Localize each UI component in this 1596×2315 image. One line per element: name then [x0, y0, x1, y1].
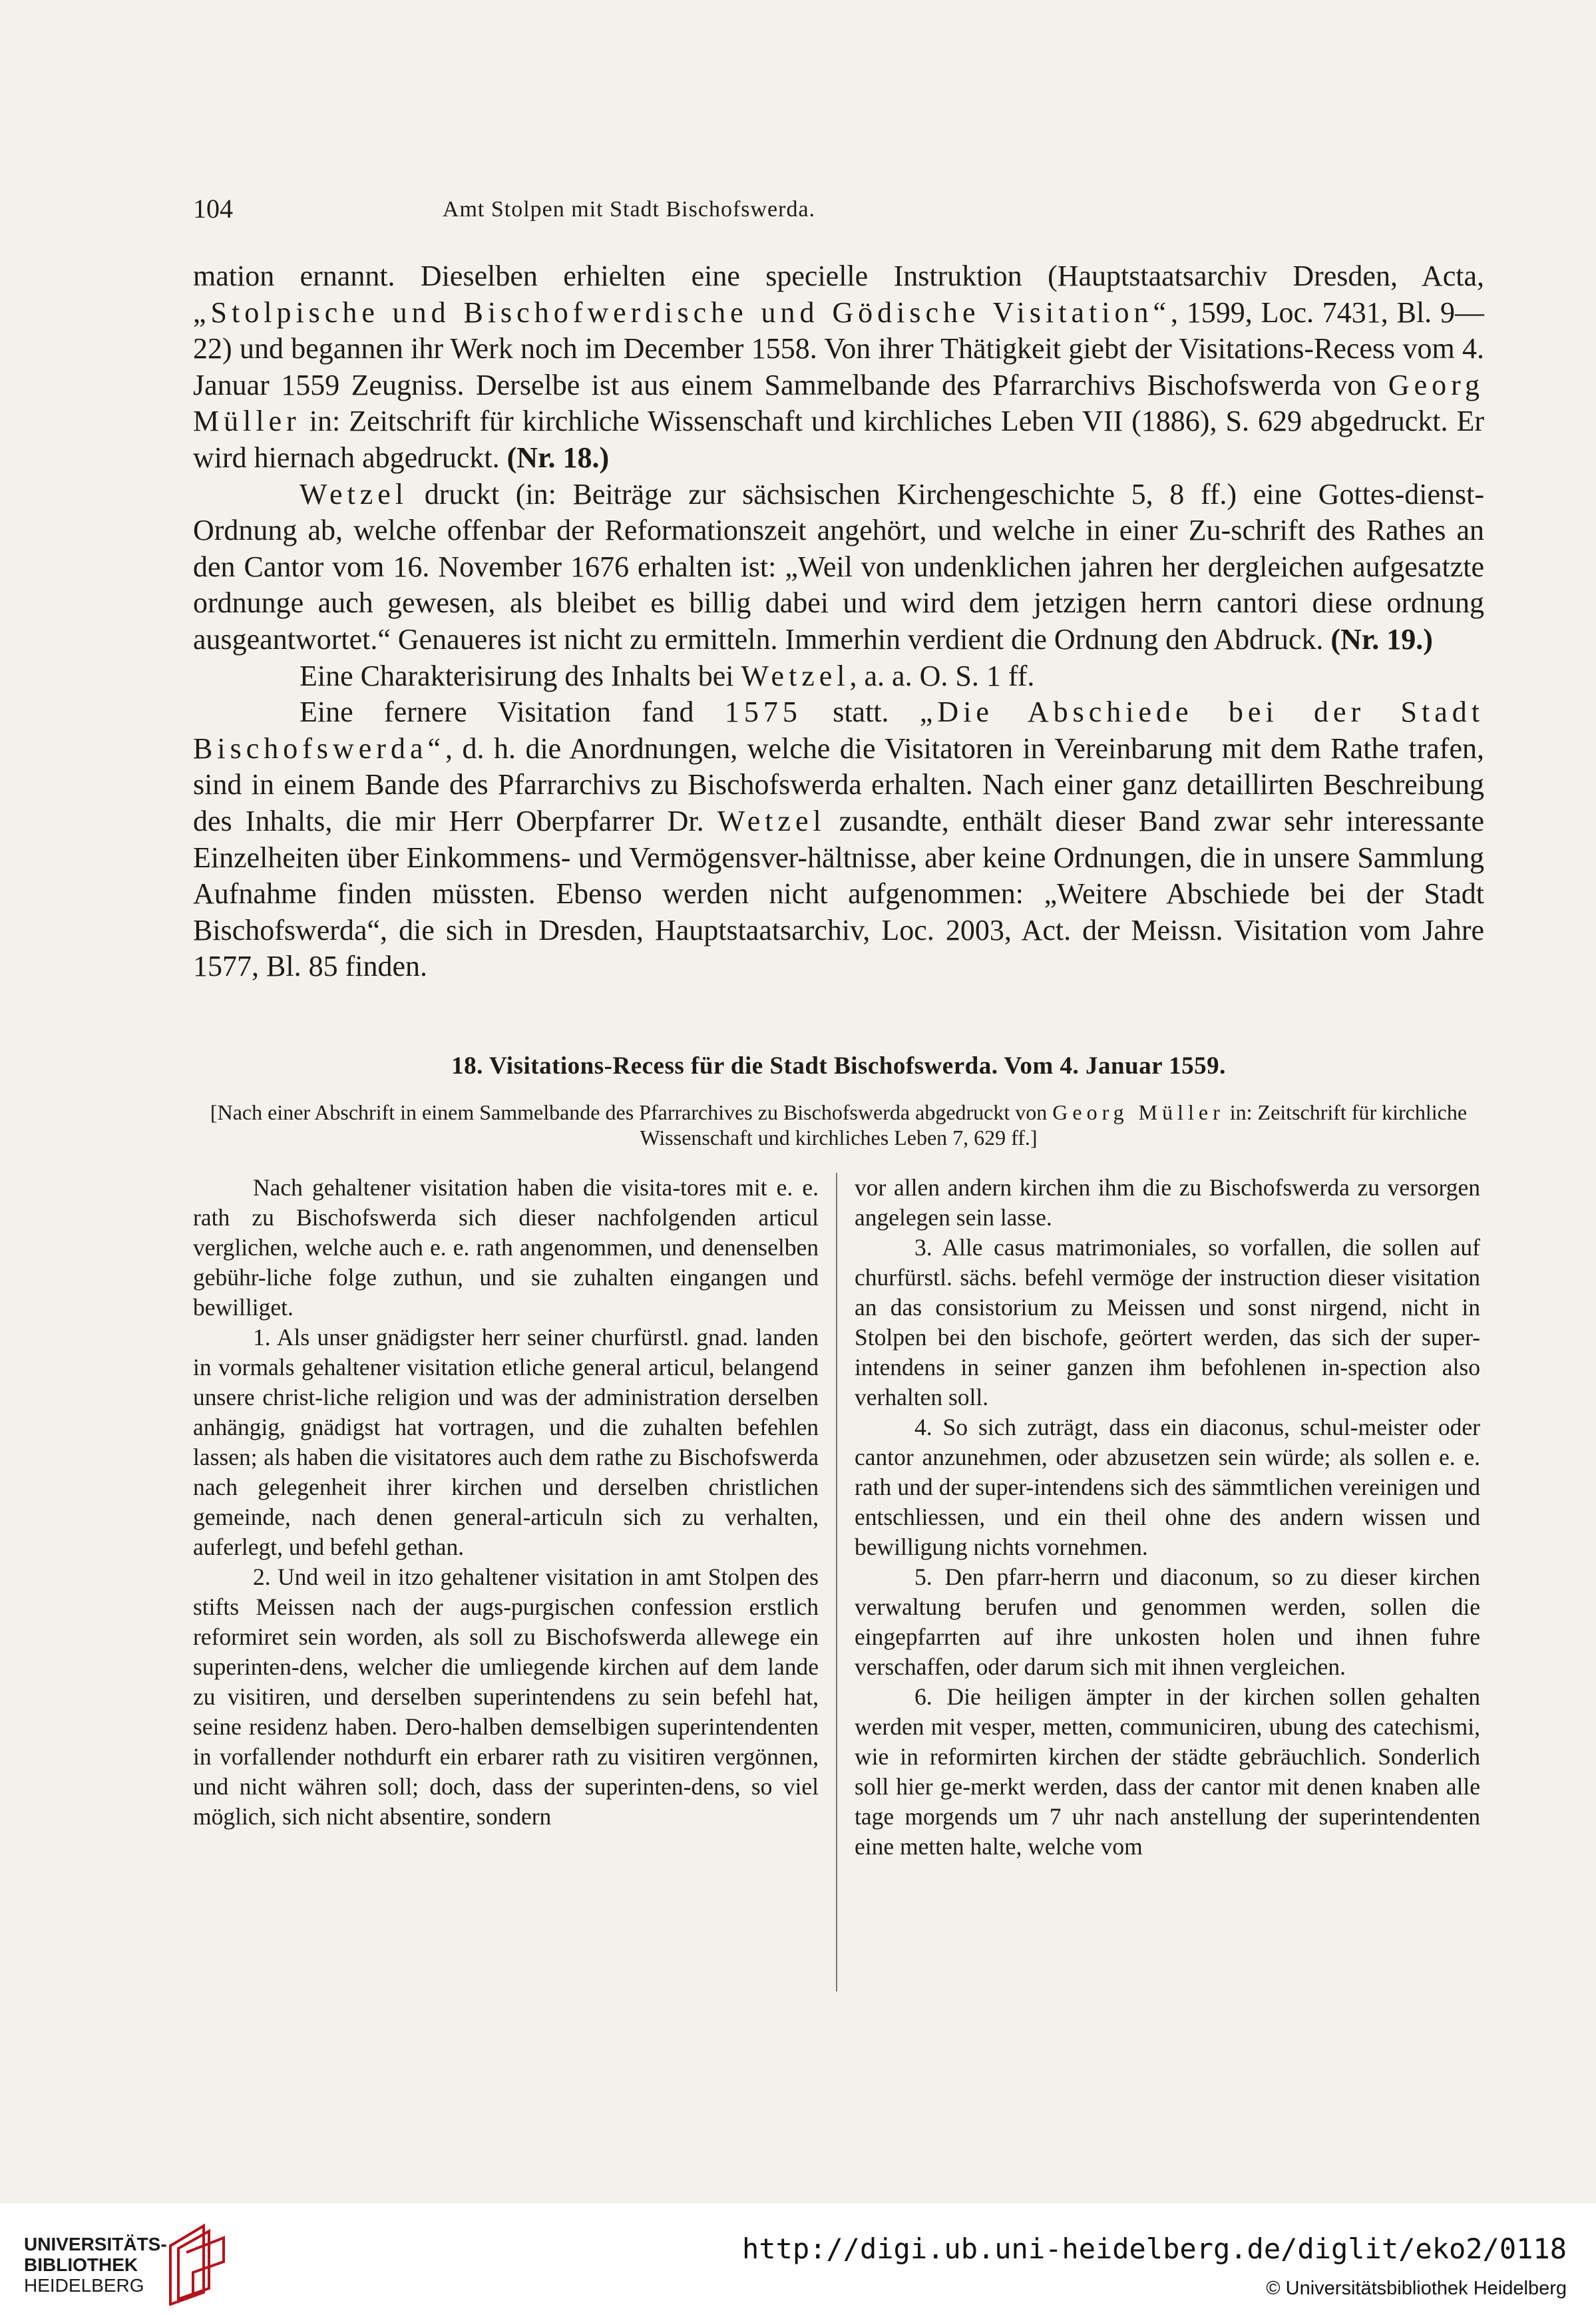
- running-title: Amt Stolpen mit Stadt Bischofswerda.: [442, 197, 816, 222]
- library-logo-icon[interactable]: [157, 2219, 237, 2306]
- permalink-url[interactable]: http://digi.ub.uni-heidelberg.de/diglit/eko2/0118: [741, 2232, 1567, 2265]
- column-divider: [836, 1173, 837, 1992]
- column-paragraph: 5. Den pfarr-herrn und diaconum, so zu dieser kirchen verwaltung berufen und genommen werden, sollen die eingepfarrten auf ihre unkosten holen und ihnen fuhre verschaffen, oder darum sich mit ihnen vergleichen.: [855, 1564, 1480, 1680]
- reference-nr-18: (Nr. 18.): [506, 441, 610, 474]
- text-column-right: [855, 1173, 1480, 1862]
- column-paragraph: Nach gehaltener visitation haben die visita-tores mit e. e. rath zu Bischofswerda sich dieser nachfolgenden articul verglichen, welche auch e. e. rath angenommen, und denenselben gebühr-liche folge zuthun, und sie zuhalten eingangen und bewilliget.: [193, 1174, 819, 1321]
- intro-text: [193, 258, 1484, 985]
- column-paragraph: 4. So sich zuträgt, dass ein diaconus, schul-meister oder cantor anzunehmen, oder abzusetzen sein würde; als sollen e. e. rath und der super-intendens sich des sämmtlichen vereinigen und entschliessen, und ein theil ohne des andern wissen und bewilligung nichts vornehmen.: [855, 1414, 1480, 1560]
- copyright-notice: © Universitätsbibliothek Heidelberg: [1266, 2278, 1567, 2299]
- intro-paragraph-1: mation ernannt. Dieselben erhielten eine specielle Instruktion (Hauptstaatsarchiv Dresden, Acta, „Stolpische und Bischofwerdische und Gödische Visitation“, 1599, Loc. 7431, Bl. 9—22) und begannen ihr Werk noch im December 1558. Von ihrer Thätigkeit giebt der Visitations-Recess vom 4. Januar 1559 Zeugniss. Derselbe ist aus einem Sammelbande des Pfarrarchivs Bischofswerda von Georg Müller in: Zeitschrift für kirchliche Wissenschaft und kirchliches Leben VII (1886), S. 629 abgedruckt. Er wird hiernach abgedruckt. (Nr. 18.): [193, 260, 1484, 474]
- library-footer: [0, 2203, 1596, 2315]
- text-column-left: [193, 1173, 819, 1832]
- intro-paragraph-4: Eine fernere Visitation fand 1575 statt. „Die Abschiede bei der Stadt Bischofswerda“, d. h. die Anordnungen, welche die Visitatoren in Vereinbarung mit dem Rathe trafen, sind in einem Bande des Pfarrarchivs zu Bischofswerda erhalten. Nach einer ganz detaillirten Beschreibung des Inhalts, die mir Herr Oberpfarrer Dr. Wetzel zusandte, enthält dieser Band zwar sehr interessante Einzelheiten über Einkommens- und Vermögensver-hältnisse, aber keine Ordnungen, die in unsere Sammlung Aufnahme finden müssten. Ebenso werden nicht aufgenommen: „Weitere Abschiede bei der Stadt Bischofswerda“, die sich in Dresden, Hauptstaatsarchiv, Loc. 2003, Act. der Meissn. Visitation vom Jahre 1577, Bl. 85 finden.: [193, 696, 1484, 983]
- page-number: 104: [193, 194, 233, 224]
- intro-paragraph-3: Eine Charakterisirung des Inhalts bei Wetzel, a. a. O. S. 1 ff.: [299, 659, 1035, 692]
- intro-paragraph-2: Wetzel druckt (in: Beiträge zur sächsischen Kirchengeschichte 5, 8 ff.) eine Gottes-dienst-Ordnung ab, welche offenbar der Reformationszeit angehört, und welche in einer Zu-schrift des Rathes an den Cantor vom 16. November 1676 erhalten ist: „Weil von undenklichen jahren her dergleichen aufgesatzte ordnunge auch gewesen, als bleibet es billig dabei und wird dem jetzigen herrn cantori diese ordnung ausgeantwortet.“ Genaueres ist nicht zu ermitteln. Immerhin verdient die Ordnung den Abdruck. (Nr. 19.): [193, 477, 1484, 656]
- section-source-note: [Nach einer Abschrift in einem Sammelbande des Pfarrarchives zu Bischofswerda abgedruckt von Georg Müller in: Zeitschrift für kirchliche Wissenschaft und kirchliches Leben 7, 629 ff.]: [210, 1100, 1468, 1150]
- column-paragraph: 1. Als unser gnädigster herr seiner churfürstl. gnad. landen in vormals gehaltener visitation etliche general articul, belangend unsere christ-liche religion und was der administration derselben anhängig, gnädigst hat vortragen, und die zuhalten befehlen lassen; als haben die visitatores auch dem rathe zu Bischofswerda nach gelegenheit ihrer kirchen und derselben christlichen gemeinde, nach denen general-articuln sich zu verhalten, auferlegt, und befehl gethan.: [193, 1324, 819, 1560]
- running-head: [193, 193, 1065, 233]
- section-heading: 18. Visitations-Recess für die Stadt Bischofswerda. Vom 4. Januar 1559.: [451, 1052, 1226, 1080]
- column-paragraph: vor allen andern kirchen ihm die zu Bischofswerda zu versorgen angelegen sein lasse.: [855, 1174, 1480, 1231]
- library-name[interactable]: UNIVERSITÄTS- BIBLIOTHEK HEIDELBERG: [24, 2234, 167, 2296]
- column-paragraph: 2. Und weil in itzo gehaltener visitation in amt Stolpen des stifts Meissen nach der augs-purgischen confession erstlich reformiret sein worden, als soll zu Bischofswerda allewege ein superinten-dens, welcher die umliegende kirchen auf dem lande zu visitiren, und derselben superintendens zu sein befehl hat, seine residenz haben. Dero-halben demselbigen superintendenten in vorfallender nothdurft ein erbarer rath zu visitiren vergönnen, und nicht währen soll; doch, dass der superinten-dens, so viel möglich, sich nicht absentire, sondern: [193, 1564, 819, 1830]
- column-paragraph: 3. Alle casus matrimoniales, so vorfallen, die sollen auf churfürstl. sächs. befehl vermöge der instruction dieser visitation an das consistorium zu Meissen und sonst nirgend, nicht in Stolpen bei den bischofe, geörtert werden, das sich der super-intendens in seiner ganzen ihm befohlenen in-spection also verhalten soll.: [855, 1234, 1480, 1410]
- reference-nr-19: (Nr. 19.): [1330, 622, 1433, 656]
- column-paragraph: 6. Die heiligen ämpter in der kirchen sollen gehalten werden mit vesper, metten, communiciren, ubung des catechismi, wie in reformirten kirchen der städte gebräuchlich. Sonderlich soll hier ge-merkt werden, dass der cantor mit denen knaben alle tage morgends um 7 uhr nach anstellung der superintendenten eine metten halte, welche vom: [855, 1683, 1480, 1860]
